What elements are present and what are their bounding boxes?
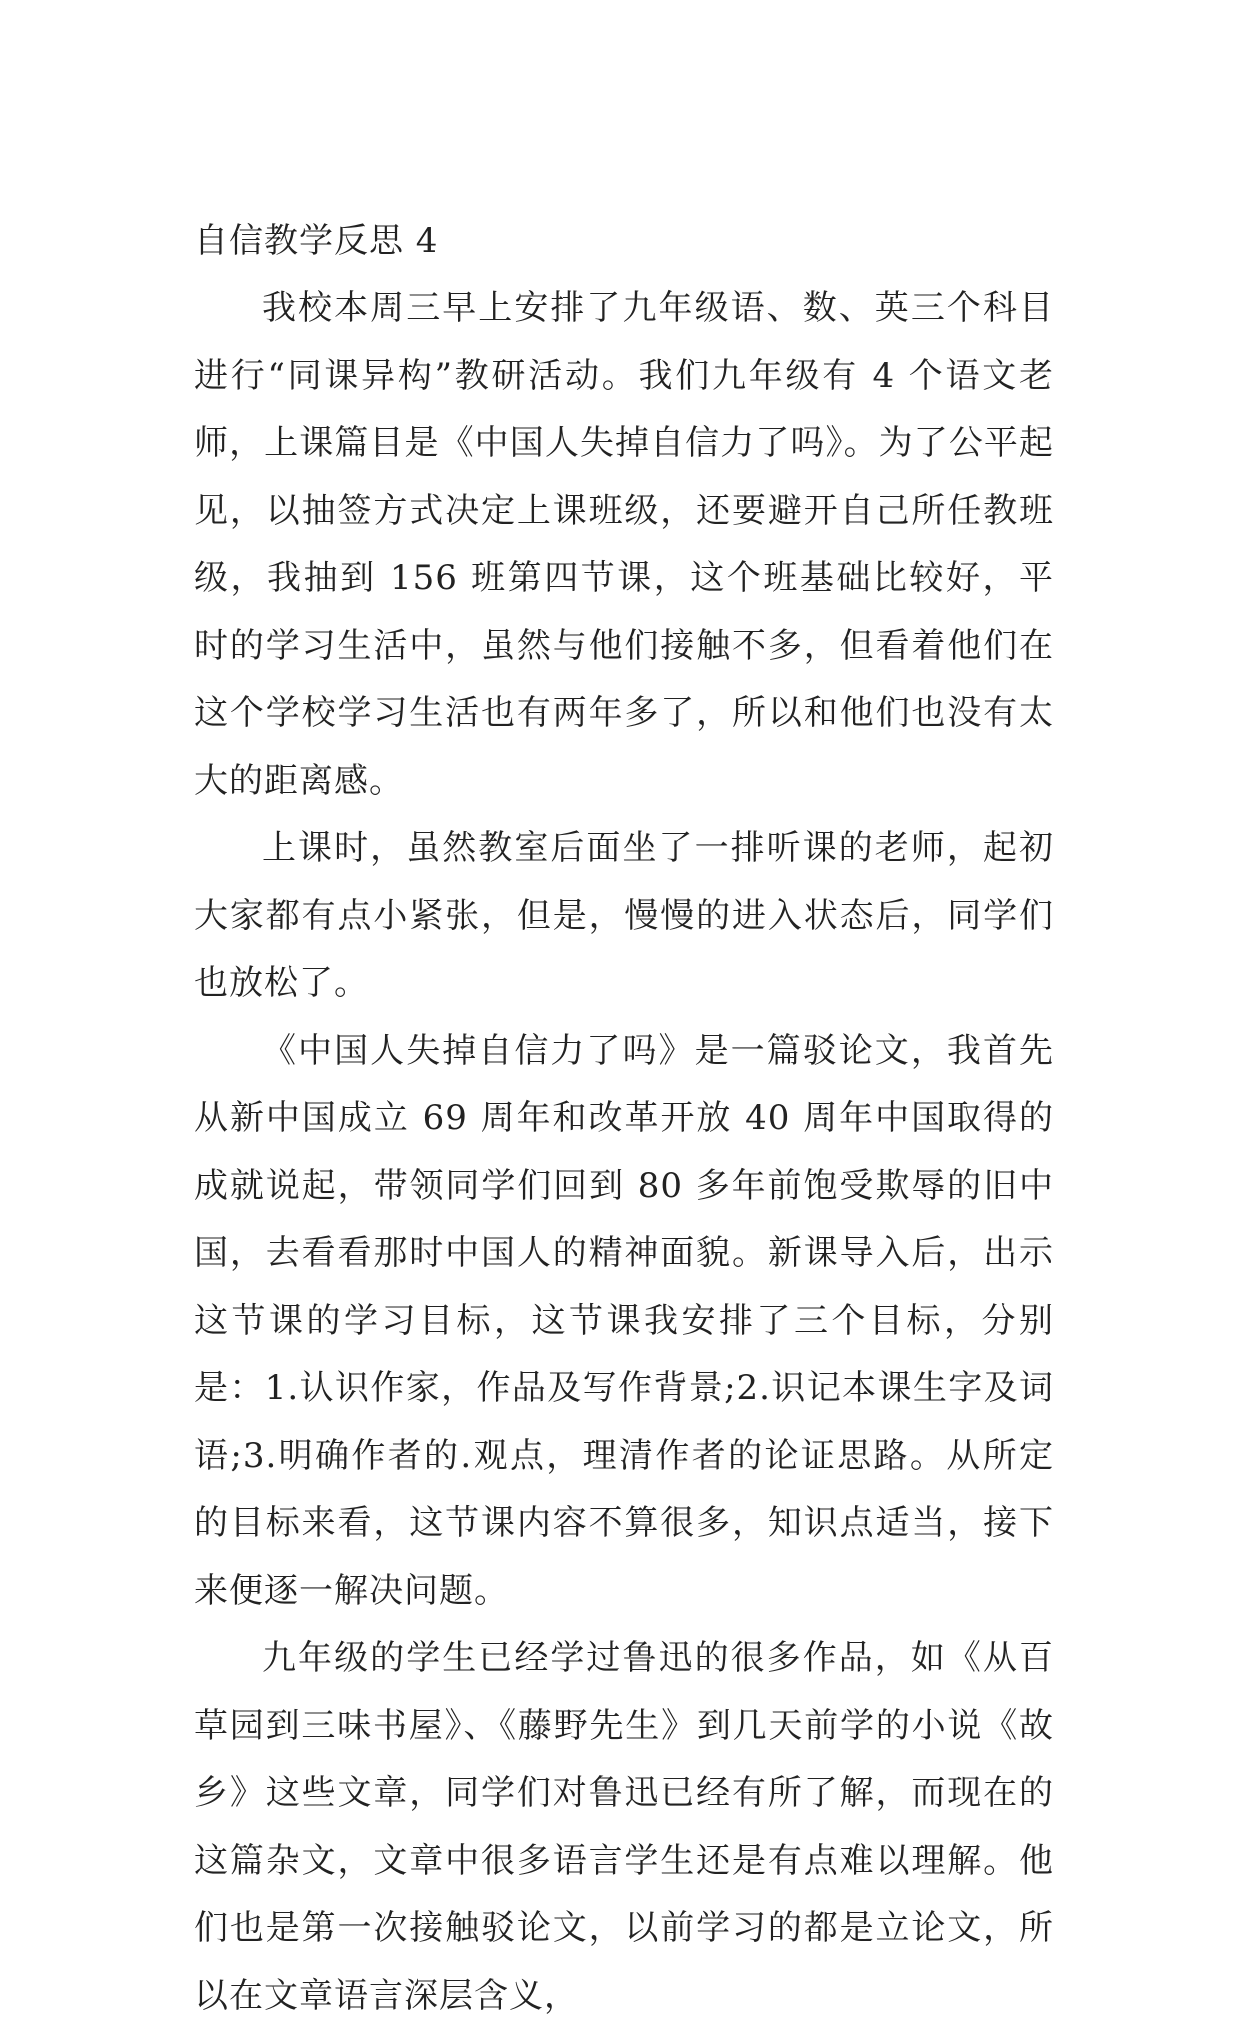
document-title: 自信教学反思 4 (194, 221, 439, 261)
paragraph-4: 九年级的学生已经学过鲁迅的很多作品，如《从百草园到三味书屋》、《藤野先生》到几天前学的小说《故乡》这些文章，同学们对鲁迅已经有所了解，而现在的这篇杂文，文章中很多语言学生还是有点难以理解。他们也是第一次接触驳论文，以前学习的都是立论文，所以在文章语言深层含义， (194, 1638, 1054, 2016)
paragraph-2: 上课时，虽然教室后面坐了一排听课的老师，起初大家都有点小紧张，但是，慢慢的进入状态后，同学们也放松了。 (194, 828, 1054, 1003)
document-body (194, 208, 1054, 2030)
paragraph-1: 我校本周三早上安排了九年级语、数、英三个科目进行“同课异构”教研活动。我们九年级有 4 个语文老师，上课篇目是《中国人失掉自信力了吗》。为了公平起见，以抽签方式决定上课班级，还要避开自己所任教班级，我抽到 156 班第四节课，这个班基础比较好，平时的学习生活中，虽然与他们接触不多，但看着他们在这个学校学习生活也有两年多了，所以和他们也没有太大的距离感。 (194, 288, 1054, 801)
paragraph-3: 《中国人失掉自信力了吗》是一篇驳论文，我首先从新中国成立 69 周年和改革开放 40 周年中国取得的成就说起，带领同学们回到 80 多年前饱受欺辱的旧中国，去看看那时中国人的精神面貌。新课导入后，出示这节课的学习目标，这节课我安排了三个目标，分别是：1.认识作家，作品及写作背景;2.识记本课生字及词语;3.明确作者的.观点，理清作者的论证思路。从所定的目标来看，这节课内容不算很多，知识点适当，接下来便逐一解决问题。 (194, 1030, 1054, 1611)
